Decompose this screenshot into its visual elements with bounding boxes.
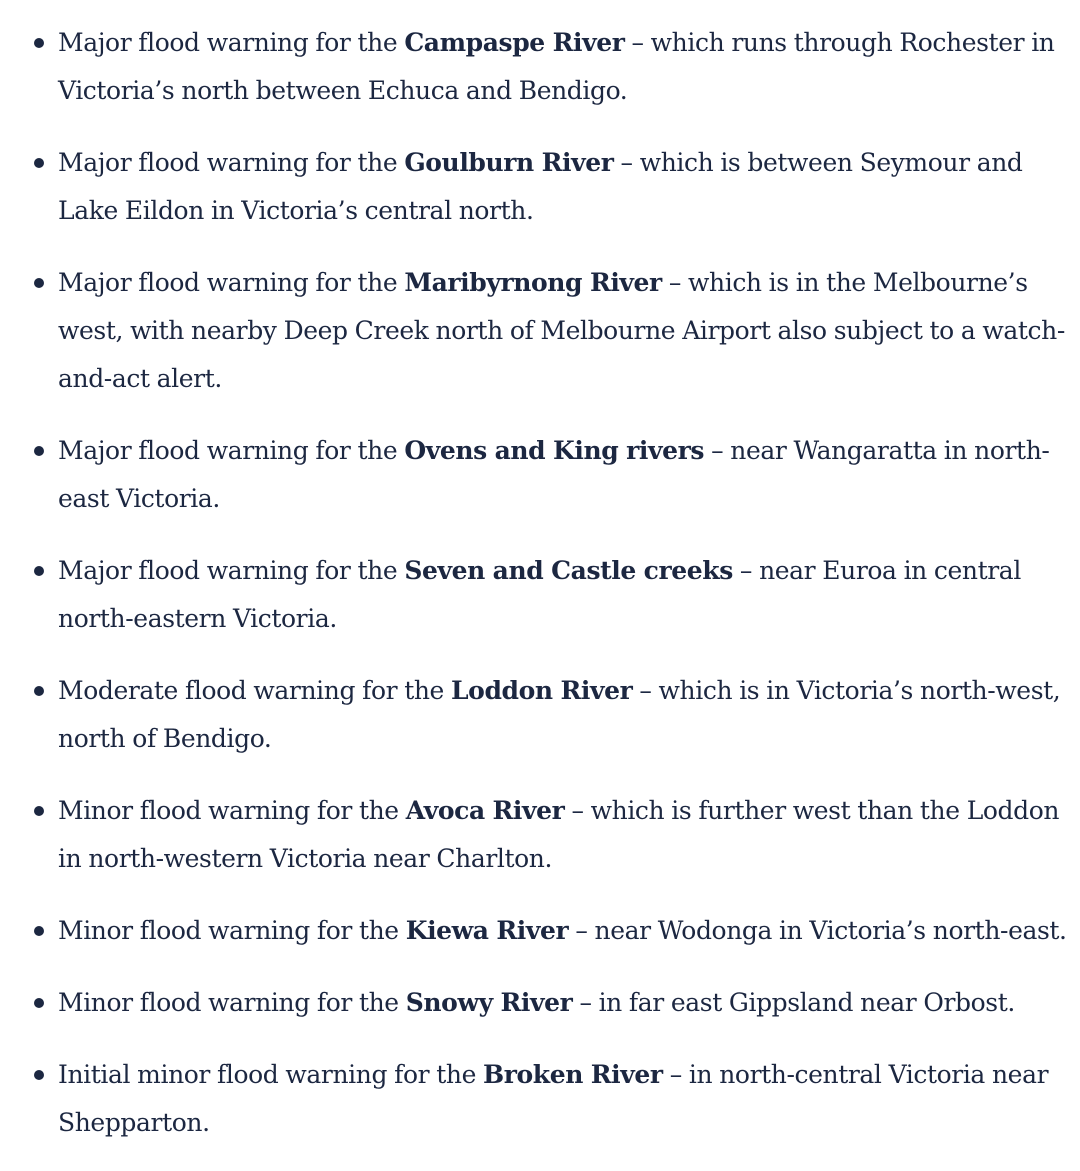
river-name: Snowy River [405, 988, 573, 1017]
list-item [0, 139, 1080, 235]
list-item [0, 907, 1080, 955]
river-name: Loddon River [451, 676, 633, 705]
warning-level: Minor flood warning for the [58, 916, 399, 945]
warning-description: – which runs through Rochester in Victoria’s north between Echuca and Bendigo. [58, 28, 1055, 105]
warning-level: Minor flood warning for the [58, 988, 399, 1017]
flood-warning-list [0, 19, 1080, 1171]
river-name: Seven and Castle creeks [404, 556, 733, 585]
list-item [0, 1051, 1080, 1147]
warning-level: Moderate flood warning for the [58, 676, 444, 705]
river-name: Kiewa River [405, 916, 569, 945]
warning-level: Initial minor flood warning for the [58, 1060, 476, 1089]
bullet-icon [34, 806, 44, 816]
bullet-icon [34, 998, 44, 1008]
bullet-icon [34, 446, 44, 456]
list-item [0, 979, 1080, 1027]
warning-description: – which is in Victoria’s north-west, north of Bendigo. [58, 676, 1061, 753]
warning-description: – in far east Gippsland near Orbost. [579, 988, 1015, 1017]
warning-level: Major flood warning for the [58, 436, 398, 465]
list-item [0, 427, 1080, 523]
warning-description: – near Wangaratta in north-east Victoria. [58, 436, 1050, 513]
river-name: Avoca River [405, 796, 565, 825]
bullet-icon [34, 278, 44, 288]
warning-level: Major flood warning for the [58, 556, 398, 585]
river-name: Maribyrnong River [404, 268, 662, 297]
river-name: Goulburn River [404, 148, 614, 177]
list-item [0, 787, 1080, 883]
list-item [0, 547, 1080, 643]
warning-level: Minor flood warning for the [58, 796, 399, 825]
bullet-icon [34, 686, 44, 696]
warning-description: – near Euroa in central north-eastern Victoria. [58, 556, 1021, 633]
river-name: Broken River [483, 1060, 663, 1089]
warning-level: Major flood warning for the [58, 28, 398, 57]
warning-description: – which is between Seymour and Lake Eildon in Victoria’s central north. [58, 148, 1023, 225]
warning-description: – in north-central Victoria near Shepparton. [58, 1060, 1049, 1137]
bullet-icon [34, 926, 44, 936]
river-name: Campaspe River [404, 28, 625, 57]
bullet-icon [34, 1070, 44, 1080]
list-item [0, 259, 1080, 403]
warning-description: – which is further west than the Loddon in north-western Victoria near Charlton. [58, 796, 1060, 873]
bullet-icon [34, 158, 44, 168]
bullet-icon [34, 38, 44, 48]
bullet-icon [34, 566, 44, 576]
list-item [0, 19, 1080, 115]
list-item [0, 667, 1080, 763]
river-name: Ovens and King rivers [404, 436, 705, 465]
warning-level: Major flood warning for the [58, 148, 398, 177]
warning-level: Major flood warning for the [58, 268, 398, 297]
warning-description: – near Wodonga in Victoria’s north-east. [575, 916, 1067, 945]
warning-description: – which is in the Melbourne’s west, with nearby Deep Creek north of Melbourne Airport also subject to a watch-and-act alert. [58, 268, 1065, 393]
